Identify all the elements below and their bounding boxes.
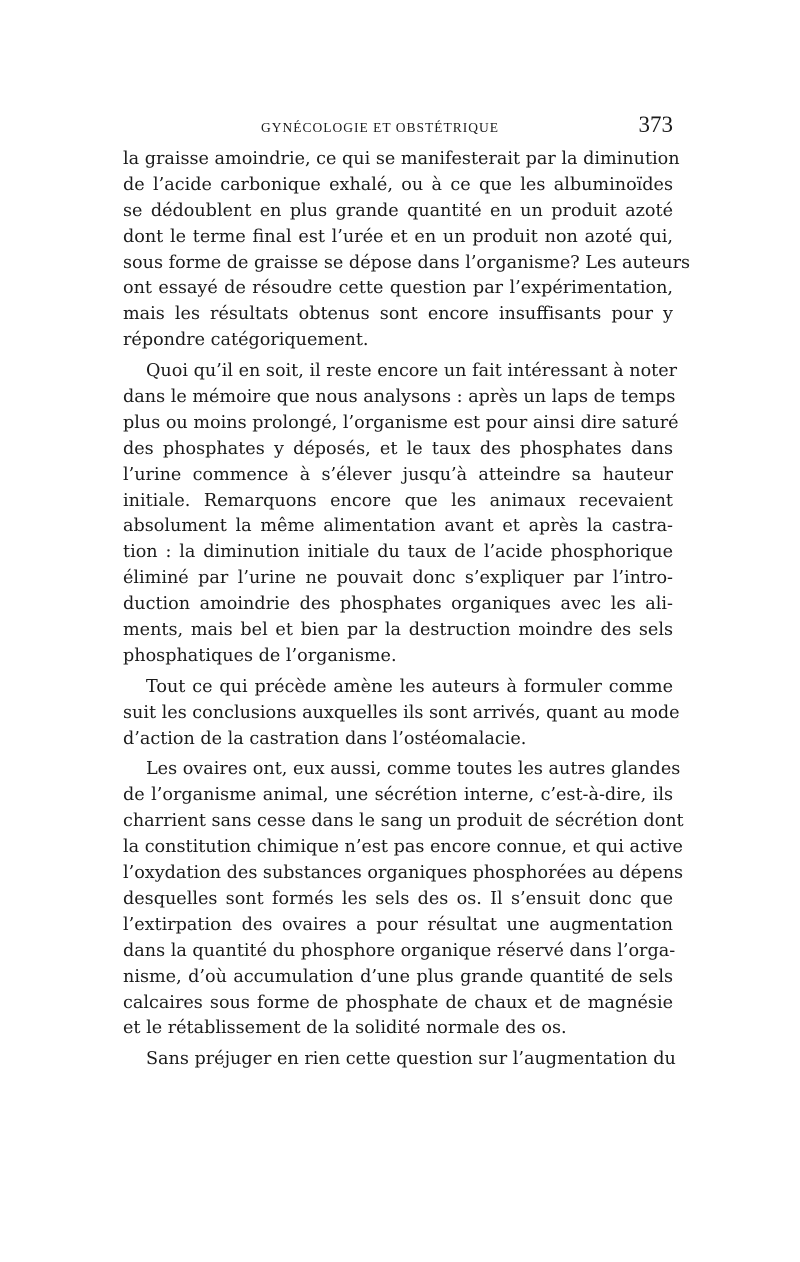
text-line: tion : la diminution initiale du taux de l’acide phosphorique [123, 542, 673, 563]
text-line: nisme, d’où accumulation d’une plus grande quantité de sels [123, 966, 673, 987]
text-line: desquelles sont formés les sels des os. Il s’ensuit donc que [123, 888, 673, 909]
text-line: Sans préjuger en rien cette question sur l’augmentation du [146, 1049, 676, 1070]
text-line: répondre catégoriquement. [123, 330, 369, 351]
text-line: ments, mais bel et bien par la destruction moindre des sels [123, 620, 673, 641]
paragraph [123, 1047, 676, 1073]
paragraph [123, 675, 680, 753]
text-line: Tout ce qui précède amène les auteurs à formuler comme [146, 676, 673, 697]
text-line: initiale. Remarquons encore que les animaux recevaient [123, 490, 673, 511]
body-text [123, 147, 691, 1073]
text-line: et le rétablissement de la solidité normale des os. [123, 1018, 567, 1039]
text-line: dans le mémoire que nous analysons : après un laps de temps [123, 387, 676, 408]
text-line: l’urine commence à s’élever jusqu’à atteindre sa hauteur [123, 464, 673, 485]
text-line: duction amoindrie des phosphates organiques avec les ali- [123, 594, 673, 615]
paragraph [123, 757, 684, 1042]
text-line: d’action de la castration dans l’ostéomalacie. [123, 728, 527, 749]
page-header [123, 112, 673, 144]
text-line: éliminé par l’urine ne pouvait donc s’expliquer par l’intro- [123, 568, 673, 589]
text-line: de l’organisme animal, une sécrétion interne, c’est-à-dire, ils [123, 785, 673, 806]
paragraph [123, 359, 679, 670]
text-line: Quoi qu’il en soit, il reste encore un fait intéressant à noter [146, 361, 678, 382]
text-line: calcaires sous forme de phosphate de chaux et de magnésie [123, 992, 673, 1013]
text-line: l’extirpation des ovaires a pour résultat une augmentation [123, 914, 673, 935]
text-line: Les ovaires ont, eux aussi, comme toutes les autres glandes [146, 759, 681, 780]
text-line: ont essayé de résoudre cette question par l’expérimentation, [123, 278, 673, 299]
paragraph [123, 147, 691, 354]
page-number: 373 [638, 112, 673, 137]
text-line: de l’acide carbonique exhalé, ou à ce que les albuminoïdes [123, 174, 673, 195]
text-line: charrient sans cesse dans le sang un produit de sécrétion dont [123, 811, 684, 832]
text-line: absolument la même alimentation avant et après la castra- [123, 516, 673, 537]
text-line: sous forme de graisse se dépose dans l’organisme? Les auteurs [123, 252, 691, 273]
text-line: plus ou moins prolongé, l’organisme est pour ainsi dire saturé [123, 412, 679, 433]
text-line: phosphatiques de l’organisme. [123, 645, 397, 666]
text-line: dont le terme final est l’urée et en un produit non azoté qui, [123, 226, 673, 247]
text-line: l’oxydation des substances organiques phosphorées au dépens [123, 863, 684, 884]
text-line: suit les conclusions auxquelles ils sont arrivés, quant au mode [123, 702, 680, 723]
text-line: mais les résultats obtenus sont encore insuffisants pour y [123, 304, 673, 325]
text-line: la graisse amoindrie, ce qui se manifesterait par la diminution [123, 149, 680, 169]
text-line: des phosphates y déposés, et le taux des phosphates dans [123, 438, 673, 459]
running-title: GYNÉCOLOGIE ET OBSTÉTRIQUE [261, 120, 499, 135]
text-line: dans la quantité du phosphore organique réservé dans l’orga- [123, 940, 676, 961]
text-line: se dédoublent en plus grande quantité en un produit azoté [123, 200, 673, 221]
text-line: la constitution chimique n’est pas encore connue, et qui active [123, 837, 683, 858]
